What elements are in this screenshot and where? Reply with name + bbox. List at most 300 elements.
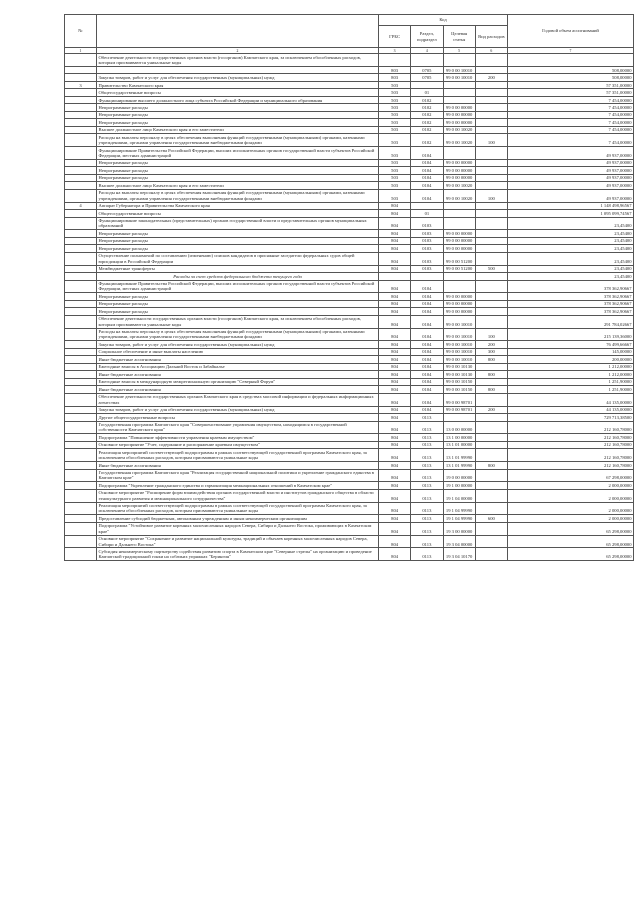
table-row (65, 293, 634, 300)
row-number (65, 328, 97, 341)
row-amount: 729 713,38500 (508, 414, 634, 421)
row-number (65, 482, 97, 489)
table-row (65, 74, 634, 81)
table-row (65, 300, 634, 307)
row-grbs: 804 (379, 522, 411, 535)
row-grbs: 804 (379, 293, 411, 300)
header-codes: Код (379, 15, 508, 26)
row-vr: 200 (475, 74, 507, 81)
row-grbs: 804 (379, 300, 411, 307)
row-vr: 800 (475, 386, 507, 393)
row-name: Субсидия некоммерческому партнерству содействия развитию спорта в Камчатском крае "Северные стрелы" на организацию и проведение Камчатской традиционной гонки на собачьих упряжках "Берингия" (97, 548, 379, 561)
row-grbs: 804 (379, 252, 411, 265)
row-section: 0104 (411, 328, 443, 341)
row-number (65, 111, 97, 118)
row-section: 0104 (411, 308, 443, 315)
row-grbs: 804 (379, 308, 411, 315)
row-section: 0104 (411, 293, 443, 300)
row-target: 99 0 00 00000 (443, 119, 475, 126)
row-grbs: 804 (379, 421, 411, 434)
row-amount: 49 937,00000 (508, 147, 634, 160)
row-grbs: 804 (379, 245, 411, 252)
row-amount: 291 784,02667 (508, 315, 634, 328)
row-vr (475, 300, 507, 307)
row-section: 0104 (411, 386, 443, 393)
table-row (65, 265, 634, 272)
row-vr (475, 104, 507, 111)
table-row (65, 482, 634, 489)
row-section: 0705 (411, 74, 443, 81)
row-target: 99 0 00 10130 (443, 363, 475, 370)
row-name: Предоставление субсидий бюджетным, автономным учреждениям и иным некоммерческим организациям (97, 515, 379, 522)
row-target: 19 1 00 00000 (443, 482, 475, 489)
row-target (443, 96, 475, 103)
row-amount: 23,45400 (508, 237, 634, 244)
header-section: Раздел, подраздел (411, 26, 443, 48)
row-section: 0113 (411, 548, 443, 561)
row-grbs: 804 (379, 328, 411, 341)
row-amount: 200,00000 (508, 356, 634, 363)
row-number (65, 74, 97, 81)
row-name: Расходы на выплаты персоналу в целях обеспечения выполнения функций государственными (муниципальными) органами, казенными учреждениями, органами управления государственными внебюджетными фондами (97, 328, 379, 341)
row-amount: 212 160,78000 (508, 449, 634, 462)
table-row (65, 134, 634, 147)
row-grbs: 804 (379, 469, 411, 482)
row-target: 99 0 00 10010 (443, 66, 475, 73)
row-grbs: 503 (379, 174, 411, 181)
row-vr (475, 469, 507, 482)
row-grbs: 503 (379, 81, 411, 88)
row-name: Ежегодные взносы в международную межрегиональную организацию "Северный Форум" (97, 378, 379, 385)
row-grbs: 503 (379, 189, 411, 202)
row-grbs: 804 (379, 265, 411, 272)
row-amount: 49 937,00000 (508, 167, 634, 174)
table-row (65, 54, 634, 67)
row-number (65, 210, 97, 217)
row-name: Непрограммные расходы (97, 174, 379, 181)
row-amount: 65 298,00000 (508, 522, 634, 535)
row-number (65, 230, 97, 237)
row-grbs: 804 (379, 356, 411, 363)
row-name: Иные бюджетные ассигнования (97, 356, 379, 363)
row-vr (475, 482, 507, 489)
row-target: 99 0 00 00000 (443, 308, 475, 315)
row-number (65, 421, 97, 434)
row-vr (475, 449, 507, 462)
row-amount: 65 298,00000 (508, 548, 634, 561)
row-vr (475, 167, 507, 174)
row-vr (475, 230, 507, 237)
row-number (65, 393, 97, 406)
table-row (65, 159, 634, 166)
row-vr (475, 111, 507, 118)
row-number (65, 535, 97, 548)
row-number (65, 386, 97, 393)
row-amount: 57 351,00000 (508, 89, 634, 96)
row-amount: 1 251,90000 (508, 386, 634, 393)
row-grbs: 804 (379, 441, 411, 448)
row-target (443, 202, 475, 209)
row-grbs: 804 (379, 363, 411, 370)
row-number (65, 378, 97, 385)
row-amount: 508,00000 (508, 74, 634, 81)
table-row (65, 230, 634, 237)
row-name: Иные бюджетные ассигнования (97, 371, 379, 378)
row-number (65, 441, 97, 448)
table-row (65, 469, 634, 482)
row-number (65, 462, 97, 469)
row-target (443, 54, 475, 67)
table-row (65, 104, 634, 111)
row-section (411, 81, 443, 88)
table-row (65, 81, 634, 88)
row-section: 0104 (411, 174, 443, 181)
row-number (65, 522, 97, 535)
row-vr (475, 421, 507, 434)
row-section: 0113 (411, 462, 443, 469)
row-amount: 1 251,90000 (508, 378, 634, 385)
row-target: 99 0 00 10130 (443, 371, 475, 378)
row-grbs: 503 (379, 159, 411, 166)
row-grbs: 804 (379, 515, 411, 522)
row-name: Непрограммные расходы (97, 111, 379, 118)
row-target: 99 0 00 10010 (443, 356, 475, 363)
row-number (65, 252, 97, 265)
table-row (65, 441, 634, 448)
row-target: 13 1 00 00000 (443, 434, 475, 441)
row-target: 99 0 00 00000 (443, 167, 475, 174)
row-vr (475, 489, 507, 502)
row-grbs: 804 (379, 449, 411, 462)
row-section: 0103 (411, 237, 443, 244)
row-number (65, 174, 97, 181)
row-amount: 23,45400 (508, 245, 634, 252)
row-grbs: 804 (379, 230, 411, 237)
row-amount: 49 937,00000 (508, 174, 634, 181)
row-name: Непрограммные расходы (97, 230, 379, 237)
row-target: 99 0 00 10010 (443, 74, 475, 81)
row-section: 01 (411, 210, 443, 217)
row-name: Непрограммные расходы (97, 167, 379, 174)
row-vr (475, 548, 507, 561)
row-grbs (379, 54, 411, 67)
table-row (65, 371, 634, 378)
row-section: 0104 (411, 348, 443, 355)
row-grbs: 804 (379, 348, 411, 355)
row-name: Непрограммные расходы (97, 119, 379, 126)
row-section: 0113 (411, 421, 443, 434)
row-grbs: 804 (379, 280, 411, 293)
row-grbs: 804 (379, 535, 411, 548)
table-row (65, 535, 634, 548)
row-vr (475, 81, 507, 88)
row-number (65, 89, 97, 96)
row-amount: 1 095 099,74567 (508, 210, 634, 217)
row-grbs: 503 (379, 119, 411, 126)
row-grbs: 804 (379, 202, 411, 209)
row-grbs: 803 (379, 66, 411, 73)
table-row (65, 315, 634, 328)
row-grbs: 804 (379, 502, 411, 515)
table-row (65, 167, 634, 174)
row-amount: 212 160,78000 (508, 421, 634, 434)
row-target: 19 3 00 00000 (443, 522, 475, 535)
row-number (65, 489, 97, 502)
row-name: Иные бюджетные ассигнования (97, 462, 379, 469)
row-amount: 212 160,78000 (508, 434, 634, 441)
table-row (65, 252, 634, 265)
row-number (65, 300, 97, 307)
row-vr (475, 126, 507, 133)
table-row (65, 502, 634, 515)
row-name: Расходы на выплаты персоналу в целях обеспечения выполнения функций государственными (муниципальными) органами, казенными учреждениями, органами управления государственными внебюджетными фондами (97, 189, 379, 202)
row-number (65, 280, 97, 293)
row-section: 0113 (411, 502, 443, 515)
row-target (443, 210, 475, 217)
table-row (65, 393, 634, 406)
row-number (65, 293, 97, 300)
row-target: 13 1 01 00000 (443, 441, 475, 448)
row-vr: 800 (475, 462, 507, 469)
row-amount: 7 454,00000 (508, 96, 634, 103)
row-target: 99 0 00 10150 (443, 386, 475, 393)
row-name: Межбюджетные трансферты (97, 265, 379, 272)
row-name: Общегосударственные вопросы (97, 89, 379, 96)
row-section: 0104 (411, 189, 443, 202)
index-cell: 6 (475, 48, 507, 54)
row-amount: 44 135,00000 (508, 406, 634, 413)
table-row (65, 348, 634, 355)
row-amount: 49 937,00000 (508, 159, 634, 166)
row-section: 0113 (411, 441, 443, 448)
row-vr (475, 502, 507, 515)
budget-table-page (64, 14, 634, 561)
row-vr: 200 (475, 406, 507, 413)
row-amount: 2 000,00000 (508, 502, 634, 515)
row-amount: 23,45400 (508, 230, 634, 237)
row-section: 0104 (411, 315, 443, 328)
row-number (65, 134, 97, 147)
row-section: 0103 (411, 217, 443, 230)
header-target: Целевая статья (443, 26, 475, 48)
row-vr: 300 (475, 348, 507, 355)
row-vr (475, 202, 507, 209)
table-row (65, 434, 634, 441)
table-row (65, 182, 634, 189)
table-row (65, 328, 634, 341)
row-target (443, 89, 475, 96)
row-grbs: 503 (379, 96, 411, 103)
row-vr (475, 89, 507, 96)
row-vr (475, 280, 507, 293)
row-number (65, 315, 97, 328)
row-target: 99 0 00 10020 (443, 126, 475, 133)
row-vr (475, 273, 507, 280)
row-section: 0102 (411, 119, 443, 126)
row-grbs: 804 (379, 341, 411, 348)
row-number (65, 273, 97, 280)
row-section: 0104 (411, 356, 443, 363)
row-number (65, 104, 97, 111)
row-target: 99 0 00 00000 (443, 245, 475, 252)
row-number (65, 449, 97, 462)
table-row (65, 210, 634, 217)
row-number (65, 348, 97, 355)
row-vr (475, 363, 507, 370)
row-amount (508, 54, 634, 67)
row-amount: 378 362,90667 (508, 293, 634, 300)
row-target (443, 414, 475, 421)
row-name: Правительство Камчатского края (97, 81, 379, 88)
row-target: 99 0 00 00000 (443, 111, 475, 118)
row-grbs: 804 (379, 393, 411, 406)
row-section: 0104 (411, 393, 443, 406)
index-cell: 1 (65, 48, 97, 54)
table-row (65, 273, 634, 280)
table-row (65, 174, 634, 181)
row-grbs: 503 (379, 147, 411, 160)
row-section: 0102 (411, 104, 443, 111)
row-grbs: 804 (379, 548, 411, 561)
row-target: 99 0 00 00000 (443, 300, 475, 307)
row-number (65, 66, 97, 73)
row-section: 0113 (411, 515, 443, 522)
row-vr (475, 182, 507, 189)
row-target: 99 0 00 10010 (443, 348, 475, 355)
row-number (65, 167, 97, 174)
table-row (65, 308, 634, 315)
row-name: Основное мероприятие "Учет, содержание и распоряжение краевым имуществом" (97, 441, 379, 448)
row-section (411, 202, 443, 209)
row-target: 19 0 00 00000 (443, 469, 475, 482)
row-amount: 212 160,78000 (508, 441, 634, 448)
table-row (65, 96, 634, 103)
table-row (65, 363, 634, 370)
row-name: Подпрограмма "Укрепление гражданского единства и гармонизация межнациональных отношений в Камчатском крае" (97, 482, 379, 489)
row-vr (475, 210, 507, 217)
row-name: Иные бюджетные ассигнования (97, 386, 379, 393)
row-grbs: 804 (379, 217, 411, 230)
row-number (65, 548, 97, 561)
row-section: 0103 (411, 245, 443, 252)
row-amount: 65 298,00000 (508, 535, 634, 548)
row-grbs: 804 (379, 210, 411, 217)
row-name: Непрограммные расходы (97, 104, 379, 111)
row-number (65, 147, 97, 160)
row-target: 99 0 00 00000 (443, 174, 475, 181)
row-amount: 7 454,00000 (508, 111, 634, 118)
row-section: 0102 (411, 134, 443, 147)
table-row (65, 245, 634, 252)
row-amount: 212 160,78000 (508, 462, 634, 469)
row-target: 99 0 00 00000 (443, 159, 475, 166)
row-section (411, 273, 443, 280)
row-grbs: 503 (379, 182, 411, 189)
row-target: 19 3 04 00000 (443, 535, 475, 548)
row-name: Обеспечение деятельности государственных органов Камчатского края в средствах массовой информации и федеральных информационных агентствах (97, 393, 379, 406)
row-grbs: 503 (379, 167, 411, 174)
row-target: 99 0 00 00000 (443, 230, 475, 237)
table-row (65, 421, 634, 434)
index-cell: 2 (97, 48, 379, 54)
row-vr: 100 (475, 134, 507, 147)
row-amount: 23,45400 (508, 265, 634, 272)
row-name: Высшее должностное лицо Камчатского края и его заместители (97, 182, 379, 189)
row-section: 0104 (411, 182, 443, 189)
table-row (65, 189, 634, 202)
row-name: Непрограммные расходы (97, 293, 379, 300)
row-name: Расходы за счет средств федерального бюджета текущего года (97, 273, 379, 280)
row-target: 13 1 01 99990 (443, 449, 475, 462)
row-target (443, 81, 475, 88)
row-number (65, 265, 97, 272)
row-amount: 23,45400 (508, 252, 634, 265)
row-section: 0113 (411, 535, 443, 548)
row-name: Реализация мероприятий соответствующей подпрограммы в рамках соответствующей государственной программы Камчатского края, за исключением обособленных расходов, которым присваиваются уникальные коды (97, 502, 379, 515)
row-target: 99 0 00 10010 (443, 315, 475, 328)
row-vr (475, 315, 507, 328)
row-target: 19 1 04 99990 (443, 502, 475, 515)
row-section: 0113 (411, 469, 443, 482)
row-amount: 44 135,00000 (508, 393, 634, 406)
row-amount: 67 298,00000 (508, 469, 634, 482)
header-name (97, 15, 379, 48)
row-grbs: 804 (379, 482, 411, 489)
row-section: 0103 (411, 265, 443, 272)
row-section: 0104 (411, 378, 443, 385)
header-amount: Годовой объем ассигнований (508, 15, 634, 48)
row-grbs: 804 (379, 434, 411, 441)
row-target: 99 0 00 98701 (443, 406, 475, 413)
row-section (411, 54, 443, 67)
row-amount: 2 000,00000 (508, 482, 634, 489)
row-name: Социальное обеспечение и иные выплаты населению (97, 348, 379, 355)
row-section: 0705 (411, 66, 443, 73)
row-target: 99 0 00 10010 (443, 328, 475, 341)
row-amount: 49 937,00000 (508, 182, 634, 189)
row-name: Подпрограмма "Повышение эффективности управления краевым имуществом" (97, 434, 379, 441)
table-row (65, 462, 634, 469)
row-grbs: 503 (379, 104, 411, 111)
row-amount: 23,45400 (508, 217, 634, 230)
row-vr (475, 535, 507, 548)
row-vr (475, 159, 507, 166)
row-name: Функционирование законодательных (представительных) органов государственной власти и представительных органов муниципальных образований (97, 217, 379, 230)
table-row (65, 449, 634, 462)
row-vr: 800 (475, 371, 507, 378)
header-vr: Вид расходов (475, 26, 507, 48)
row-name: Функционирование Правительства Российской Федерации, высших исполнительных органов государственной власти субъектов Российской Федерации, местных администраций (97, 280, 379, 293)
row-amount: 2 000,00000 (508, 489, 634, 502)
row-target: 99 0 00 10020 (443, 189, 475, 202)
row-section: 0102 (411, 126, 443, 133)
row-number (65, 406, 97, 413)
row-section: 0113 (411, 414, 443, 421)
row-amount: 1 212,00000 (508, 371, 634, 378)
row-vr (475, 245, 507, 252)
row-target: 99 0 00 51200 (443, 265, 475, 272)
row-vr (475, 174, 507, 181)
row-target: 99 0 00 98701 (443, 393, 475, 406)
row-vr (475, 522, 507, 535)
budget-rows (65, 54, 634, 561)
row-vr: 600 (475, 515, 507, 522)
row-amount: 7 454,00000 (508, 134, 634, 147)
table-row (65, 126, 634, 133)
row-section: 0104 (411, 147, 443, 160)
row-section: 0113 (411, 482, 443, 489)
row-target: 13 0 00 00000 (443, 421, 475, 434)
